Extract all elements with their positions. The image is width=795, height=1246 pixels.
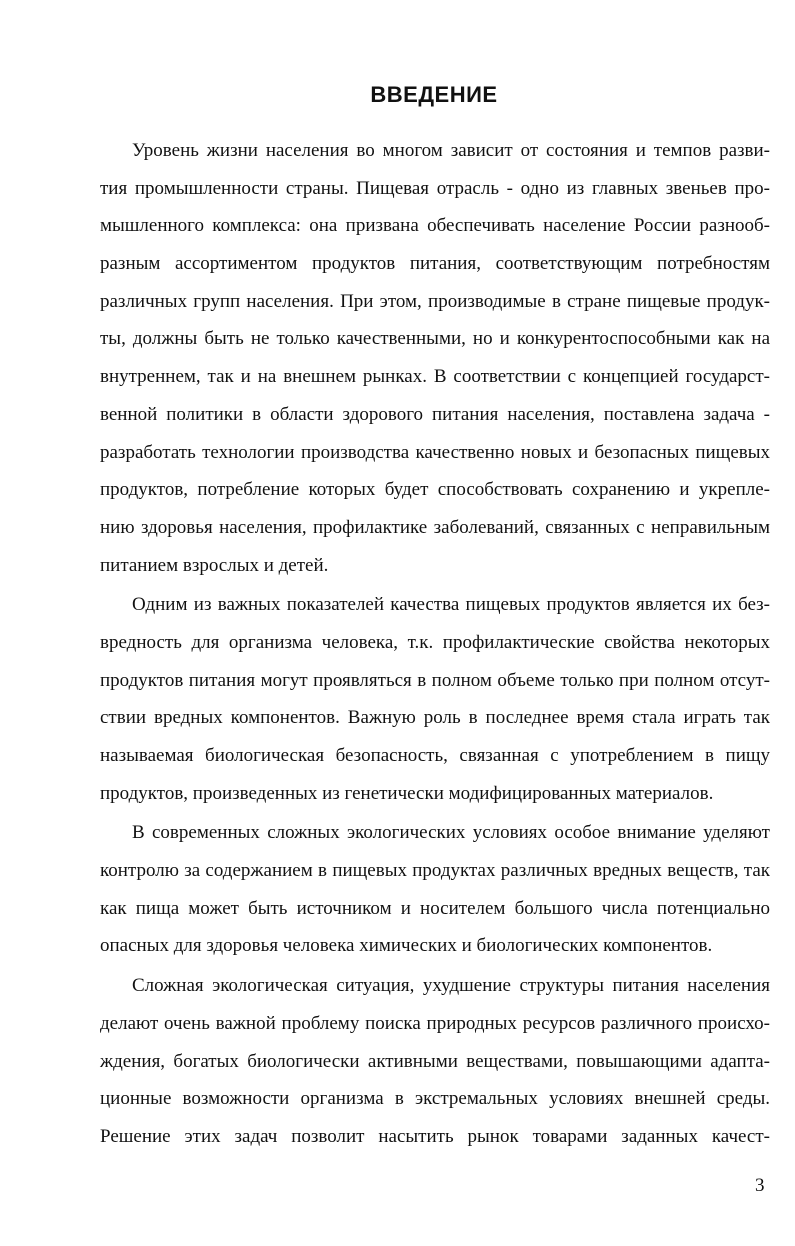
text-line: ждения, богатых биологически активными веществами, повышающими адапта-	[100, 1050, 770, 1072]
text-line: вредность для организма человека, т.к. профилактические свойства некоторых	[100, 631, 770, 653]
text-line: Уровень жизни населения во многом зависит от состояния и темпов разви-	[132, 140, 770, 161]
text-line: делают очень важной проблему поиска природных ресурсов различного происхо-	[100, 1012, 770, 1034]
text-line: опасных для здоровья человека химических и биологических компонентов.	[100, 935, 713, 957]
text-line: внутреннем, так и на внешнем рынках. В соответствии с концепцией государст-	[100, 366, 770, 388]
body-text	[100, 132, 770, 1156]
paragraph-3	[100, 814, 770, 965]
text-line: венной политики в области здорового питания населения, поставлена задача -	[100, 403, 770, 425]
text-line: контролю за содержанием в пищевых продуктах различных вредных веществ, так	[100, 860, 770, 882]
text-line: ционные возможности организма в экстремальных условиях внешней среды.	[100, 1088, 770, 1110]
text-line: различных групп населения. При этом, производимые в стране пищевые продук-	[100, 290, 770, 312]
text-line: тия промышленности страны. Пищевая отрасль - одно из главных звеньев про-	[100, 177, 770, 199]
text-line: продуктов, потребление которых будет способствовать сохранению и укрепле-	[100, 479, 770, 501]
text-line: Одним из важных показателей качества пищевых продуктов является их без-	[132, 594, 770, 616]
text-line: Сложная экологическая ситуация, ухудшение структуры питания населения	[132, 975, 770, 997]
text-line: ствии вредных компонентов. Важную роль в последнее время стала играть так	[100, 707, 770, 729]
text-line: как пища может быть источником и носителем большого числа потенциально	[100, 897, 770, 919]
text-line: продуктов питания могут проявляться в полном объеме только при полном отсут-	[100, 669, 770, 691]
text-line: разным ассортиментом продуктов питания, соответствующим потребностям	[100, 253, 770, 275]
text-line: мышленного комплекса: она призвана обеспечивать население России разнооб-	[100, 215, 770, 237]
text-line: разработать технологии производства качественно новых и безопасных пищевых	[100, 441, 770, 463]
text-line: В современных сложных экологических условиях особое внимание уделяют	[132, 822, 770, 844]
page-title: ВВЕДЕНИЕ	[370, 82, 498, 107]
text-line: Решение этих задач позволит насытить рынок товарами заданных качест-	[100, 1125, 770, 1147]
text-line: ты, должны быть не только качественными, но и конкурентоспособными как на	[100, 328, 770, 350]
text-line: называемая биологическая безопасность, связанная с употреблением в пищу	[100, 745, 770, 766]
paragraph-1	[100, 132, 770, 584]
text-line: питанием взрослых и детей.	[100, 554, 329, 576]
text-line: продуктов, произведенных из генетически модифицированных материалов.	[100, 782, 714, 804]
page-number: 3	[755, 1175, 765, 1196]
paragraph-2	[100, 586, 770, 812]
paragraph-4	[100, 967, 770, 1155]
text-line: нию здоровья населения, профилактике заболеваний, связанных с неправильным	[100, 516, 770, 538]
